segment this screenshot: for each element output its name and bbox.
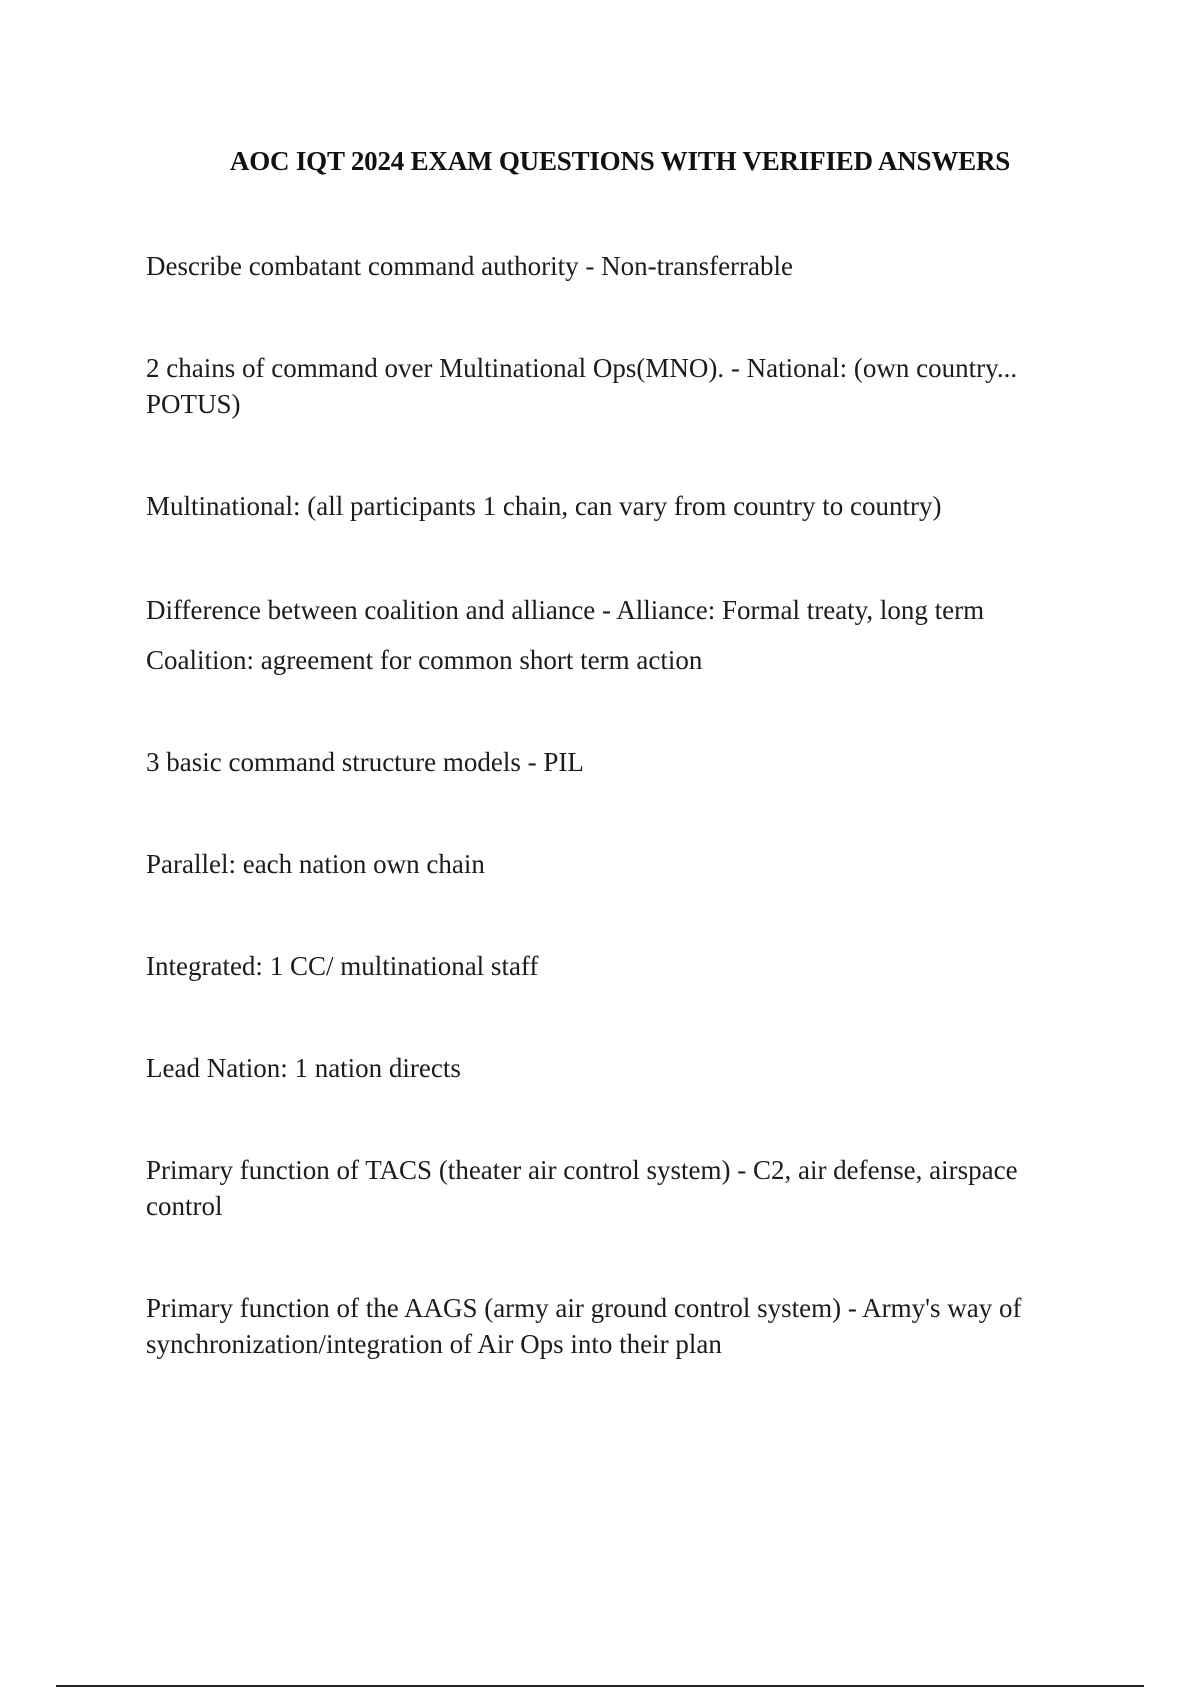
qa-item-text: Parallel: each nation own chain [146, 849, 485, 879]
qa-item-text: Integrated: 1 CC/ multinational staff [146, 951, 539, 981]
qa-item-text: Coalition: agreement for common short term action [146, 645, 703, 675]
qa-item-coalition [146, 642, 1076, 678]
qa-item-text: Describe combatant command authority - Non-transferrable [146, 251, 793, 281]
qa-item-coalition-alliance [146, 592, 1076, 628]
qa-item-tacs [146, 1152, 1076, 1224]
qa-item-text: Multinational: (all participants 1 chain, can vary from country to country) [146, 491, 942, 521]
qa-item-aags [146, 1290, 1076, 1362]
footer-divider [56, 1685, 1144, 1687]
qa-item-continuation: POTUS) [146, 389, 241, 419]
qa-item-command-models [146, 744, 1076, 780]
qa-item-text: 2 chains of command over Multinational Ops(MNO). - National: (own country... [146, 353, 1018, 383]
qa-item-continuation: control [146, 1191, 223, 1221]
qa-item-integrated [146, 948, 1076, 984]
qa-item-continuation: synchronization/integration of Air Ops into their plan [146, 1329, 722, 1359]
qa-item-chains-of-command [146, 350, 1076, 422]
qa-item-combatant-command [146, 248, 1076, 284]
qa-item-lead-nation [146, 1050, 1076, 1086]
qa-item-text: Difference between coalition and alliance - Alliance: Formal treaty, long term [146, 595, 985, 625]
qa-item-text: Primary function of the AAGS (army air ground control system) - Army's way of [146, 1293, 1022, 1323]
qa-item-text: 3 basic command structure models - PIL [146, 747, 584, 777]
qa-item-text: Primary function of TACS (theater air control system) - C2, air defense, airspace [146, 1155, 1018, 1185]
qa-item-parallel [146, 846, 1076, 882]
qa-item-multinational [146, 488, 1076, 524]
qa-item-text: Lead Nation: 1 nation directs [146, 1053, 461, 1083]
document-title: AOC IQT 2024 EXAM QUESTIONS WITH VERIFIED ANSWERS [229, 146, 1011, 176]
